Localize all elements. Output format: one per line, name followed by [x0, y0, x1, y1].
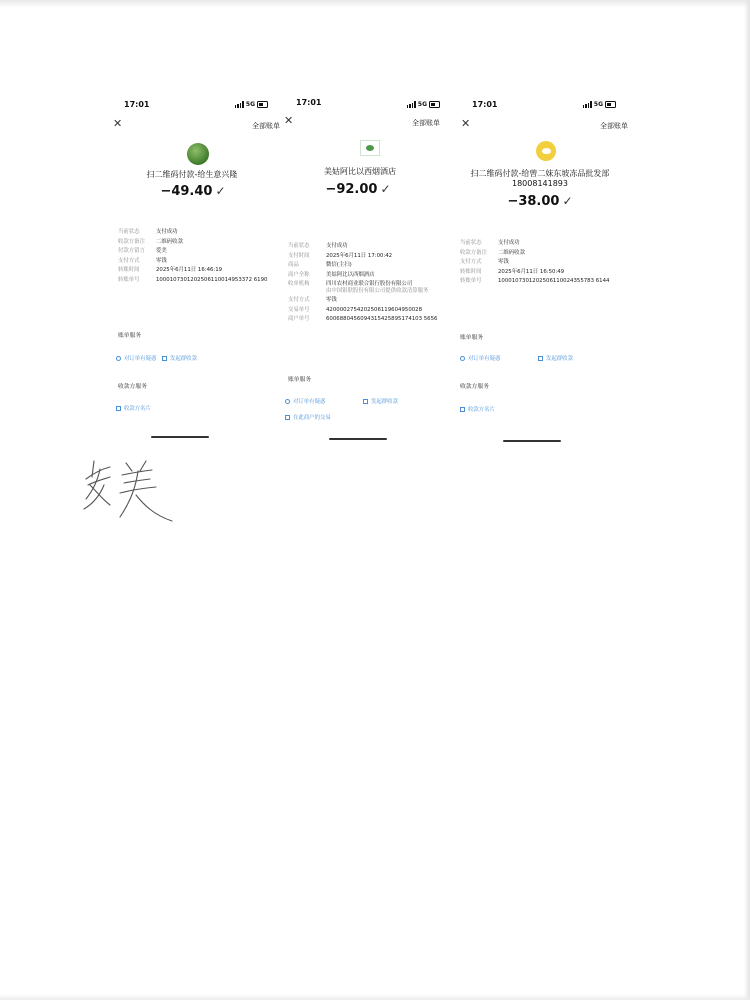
detail-value: 四川农村商业联合银行股份有限公司 [326, 281, 413, 287]
order-question-button[interactable] [285, 397, 325, 405]
detail-row [288, 316, 448, 323]
detail-label: 商品 [288, 262, 299, 268]
detail-row [288, 272, 448, 279]
group-collect-icon [538, 356, 543, 361]
card-icon [116, 406, 121, 411]
payee-service-title: 收款方服务 [118, 384, 147, 390]
detail-row [288, 307, 448, 314]
order-question-button[interactable] [460, 354, 500, 362]
status-bar [280, 100, 440, 114]
question-icon [285, 399, 290, 404]
question-icon [116, 356, 121, 361]
detail-row [118, 239, 278, 246]
detail-label: 转账时间 [118, 267, 140, 273]
close-icon[interactable]: ✕ [461, 117, 471, 130]
status-indicators [235, 101, 268, 108]
merchant-name: 美姑阿比以西烟酒店 [324, 167, 396, 176]
detail-label: 支付方式 [118, 257, 140, 264]
status-time: 17:01 [296, 98, 322, 107]
detail-value: 支付成功 [156, 229, 178, 235]
detail-value: 6006880456094315425895174103 5656 [326, 316, 438, 322]
merchant-logo [536, 141, 556, 161]
merchant-logo [187, 143, 209, 165]
handwritten-signature [80, 455, 180, 530]
action-label: 发起群收款 [546, 356, 573, 362]
action-label: 发起群收款 [170, 356, 197, 362]
signal-icon [407, 101, 416, 108]
scan-edge-right [744, 0, 750, 1000]
details-list [460, 240, 620, 288]
status-bar [108, 100, 268, 114]
detail-label: 支付方式 [288, 297, 310, 303]
receipt-screenshot-1 [108, 95, 288, 445]
detail-value: 支付成功 [326, 243, 348, 249]
details-list [118, 229, 278, 286]
action-label: 对订单有疑惑 [124, 356, 157, 362]
scan-edge-bottom [0, 994, 750, 1000]
detail-label: 商户单号 [288, 316, 310, 322]
detail-row [460, 240, 620, 247]
receipt-screenshot-3 [456, 95, 636, 445]
amount [450, 194, 630, 209]
action-label: 发起群收款 [371, 399, 398, 405]
group-collect-button[interactable] [538, 354, 573, 362]
detail-value: 由中国银联股份有限公司提供收款清算服务 [326, 287, 429, 294]
group-collect-icon [363, 399, 368, 404]
status-indicators [407, 101, 440, 108]
group-collect-button[interactable] [363, 397, 398, 405]
detail-label: 交易单号 [288, 306, 310, 313]
check-icon: ✓ [215, 184, 226, 198]
network-label: 5G [245, 101, 255, 108]
receipt-screenshot-2 [280, 95, 460, 445]
order-question-button[interactable] [116, 354, 156, 362]
detail-value: 支付成功 [498, 240, 520, 246]
battery-icon [605, 101, 616, 108]
merchant-phone: 18008141893 [512, 179, 568, 188]
detail-label: 转账时间 [460, 268, 482, 275]
detail-value: 2025年6月11日 16:50:49 [498, 268, 565, 275]
question-icon [460, 356, 465, 361]
group-collect-button[interactable] [162, 354, 197, 362]
detail-row [288, 288, 448, 295]
bill-service-title: 账单服务 [460, 335, 484, 341]
detail-value: 美姑阿比以西烟酒店 [326, 271, 375, 278]
check-icon: ✓ [380, 182, 391, 196]
detail-label [288, 288, 326, 295]
detail-label: 收款方备注 [460, 249, 487, 256]
status-time: 17:01 [472, 100, 498, 109]
detail-value: 2025年6月11日 16:46:19 [156, 267, 223, 273]
all-bills-link[interactable]: 全部账单 [252, 122, 280, 130]
merchant-name: 扫二维码付款-给生意兴隆 [146, 170, 238, 179]
home-indicator [503, 440, 561, 442]
network-label: 5G [417, 101, 427, 108]
amount-value: −38.00 [507, 194, 560, 209]
status-indicators [583, 101, 616, 108]
detail-value: 二维码收款 [498, 249, 525, 256]
detail-label: 当前状态 [460, 240, 482, 246]
close-icon[interactable]: ✕ [284, 114, 294, 127]
status-bar [456, 100, 616, 114]
action-label: 对订单有疑惑 [293, 399, 326, 405]
payee-card-button[interactable] [460, 405, 495, 413]
detail-value: 1000107301202506110024355783 6144 [498, 278, 610, 284]
detail-label: 付款方留言 [118, 248, 145, 254]
detail-row [460, 250, 620, 257]
payee-service-title: 收款方服务 [460, 384, 489, 390]
detail-label: 当前状态 [118, 229, 140, 235]
battery-icon [257, 101, 268, 108]
network-label: 5G [593, 101, 603, 108]
detail-label: 商户全称 [288, 271, 310, 278]
close-icon[interactable]: ✕ [113, 117, 123, 130]
detail-value: 2025年6月11日 17:00:42 [326, 252, 393, 259]
detail-value: 微信(主扫) [326, 262, 352, 268]
detail-row [118, 277, 278, 284]
action-label: 在此商户的交易 [293, 415, 331, 421]
bill-service-title: 账单服务 [118, 333, 142, 339]
detail-row [288, 262, 448, 269]
detail-row [118, 258, 278, 265]
status-time: 17:01 [124, 100, 150, 109]
detail-row [118, 267, 278, 274]
merchant-name: 扫二维码付款-给曾二妹东坡冻品批发部 [470, 169, 610, 178]
detail-label: 当前状态 [288, 243, 310, 249]
scan-edge-top [0, 0, 750, 8]
check-icon: ✓ [562, 194, 573, 208]
detail-label: 支付方式 [460, 259, 482, 265]
action-label: 对订单有疑惑 [468, 356, 501, 362]
detail-row [288, 253, 448, 260]
detail-row [460, 278, 620, 285]
detail-value: 零钱 [498, 259, 509, 265]
detail-label: 支付时间 [288, 252, 310, 259]
all-bills-link[interactable]: 全部账单 [412, 119, 440, 127]
signal-icon [235, 101, 244, 108]
battery-icon [429, 101, 440, 108]
payee-card-button[interactable] [116, 404, 151, 412]
detail-value: 二维码收款 [156, 238, 183, 245]
detail-value: 1000107301202506110014953372 6190 [156, 276, 268, 283]
detail-row [288, 297, 448, 304]
card-icon [460, 407, 465, 412]
detail-label: 转账单号 [118, 276, 140, 283]
all-bills-link[interactable]: 全部账单 [600, 122, 628, 130]
signal-icon [583, 101, 592, 108]
detail-row [118, 248, 278, 255]
detail-row [288, 243, 448, 250]
detail-label: 转账单号 [460, 278, 482, 284]
amount [268, 182, 448, 197]
detail-value: 4200002754202506119604950028 [326, 306, 423, 313]
detail-row [460, 259, 620, 266]
merchant-transactions-button[interactable] [285, 413, 331, 421]
merchant-logo [360, 140, 380, 156]
amount [103, 184, 283, 199]
action-label: 收款方名片 [124, 406, 151, 412]
home-indicator [329, 438, 387, 440]
detail-value: 零钱 [156, 257, 167, 264]
detail-label: 收单机构 [288, 281, 310, 287]
amount-value: −92.00 [325, 182, 378, 197]
detail-row [118, 229, 278, 236]
home-indicator [151, 436, 209, 438]
bill-service-title: 账单服务 [288, 377, 312, 383]
detail-row [460, 269, 620, 276]
detail-value: 爱美 [156, 248, 167, 254]
detail-value: 零钱 [326, 297, 337, 303]
action-label: 收款方名片 [468, 407, 495, 413]
amount-value: −49.40 [160, 184, 213, 199]
group-collect-icon [162, 356, 167, 361]
details-list [288, 243, 448, 326]
detail-label: 收款方备注 [118, 238, 145, 245]
list-icon [285, 415, 290, 420]
